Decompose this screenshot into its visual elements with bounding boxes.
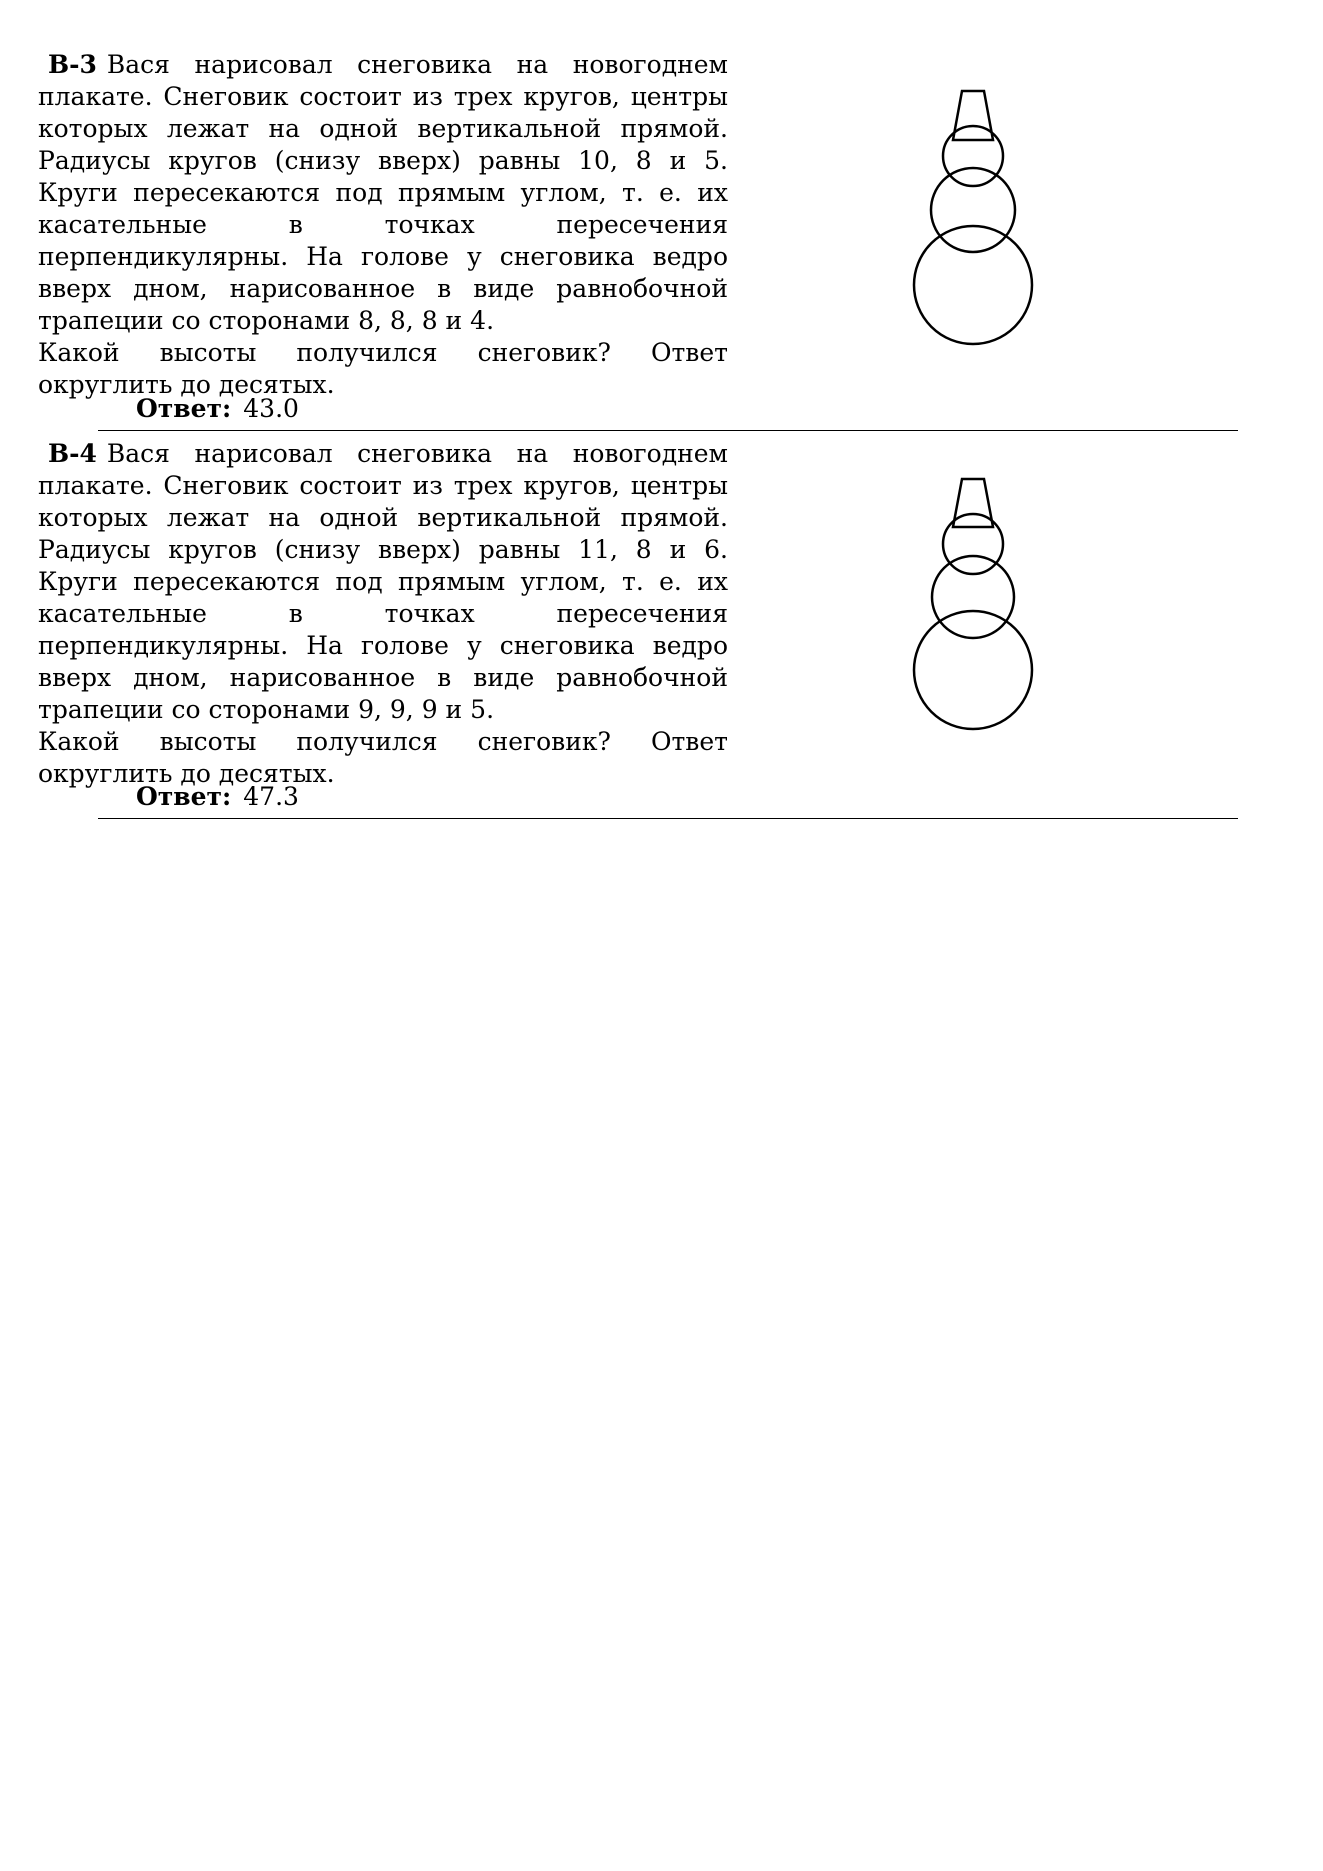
circle-middle xyxy=(932,556,1014,638)
problem-question: Какой высоты получился снеговик? Ответ округлить до десятых. xyxy=(38,727,728,788)
answer-value: 43.0 xyxy=(243,394,299,423)
snowman-figure-b4 xyxy=(900,473,1050,735)
answer-label: Ответ: xyxy=(136,782,232,811)
answer-b3 xyxy=(136,393,299,425)
problem-id: В-4 xyxy=(48,439,97,468)
circle-head xyxy=(943,514,1003,574)
circle-head xyxy=(943,126,1003,186)
answer-label: Ответ: xyxy=(136,394,232,423)
problem-body: Вася нарисовал снеговика на новогоднем плакате. Снеговик состоит из трех кругов, центры которых лежат на одной вертикальной прямой. Радиусы кругов (снизу вверх) равны 11, 8 и 6. Круги пересекаются под прямым углом, т. е. их касательные в точках пересечения перпендикулярны. На голове у снеговика ведро вверх дном, нарисованное в виде равнобочной трапеции со сторонами 9, 9, 9 и 5. xyxy=(38,439,728,724)
bucket-trapezoid xyxy=(953,91,993,140)
bucket-trapezoid xyxy=(953,479,993,527)
problem-question: Какой высоты получился снеговик? Ответ округлить до десятых. xyxy=(38,338,728,399)
circle-bottom xyxy=(914,226,1032,344)
section-divider xyxy=(98,430,1238,431)
section-divider xyxy=(98,818,1238,819)
problem-statement-b4 xyxy=(38,438,728,790)
problem-id: В-3 xyxy=(48,50,97,79)
circle-bottom xyxy=(914,611,1032,729)
problem-body: Вася нарисовал снеговика на новогоднем плакате. Снеговик состоит из трех кругов, центры которых лежат на одной вертикальной прямой. Радиусы кругов (снизу вверх) равны 10, 8 и 5. Круги пересекаются под прямым углом, т. е. их касательные в точках пересечения перпендикулярны. На голове у снеговика ведро вверх дном, нарисованное в виде равнобочной трапеции со сторонами 8, 8, 8 и 4. xyxy=(38,50,728,335)
circle-middle xyxy=(931,168,1015,252)
answer-b4 xyxy=(136,781,299,813)
problem-statement-b3 xyxy=(38,49,728,401)
snowman-figure-b3 xyxy=(900,85,1050,347)
answer-value: 47.3 xyxy=(243,782,299,811)
